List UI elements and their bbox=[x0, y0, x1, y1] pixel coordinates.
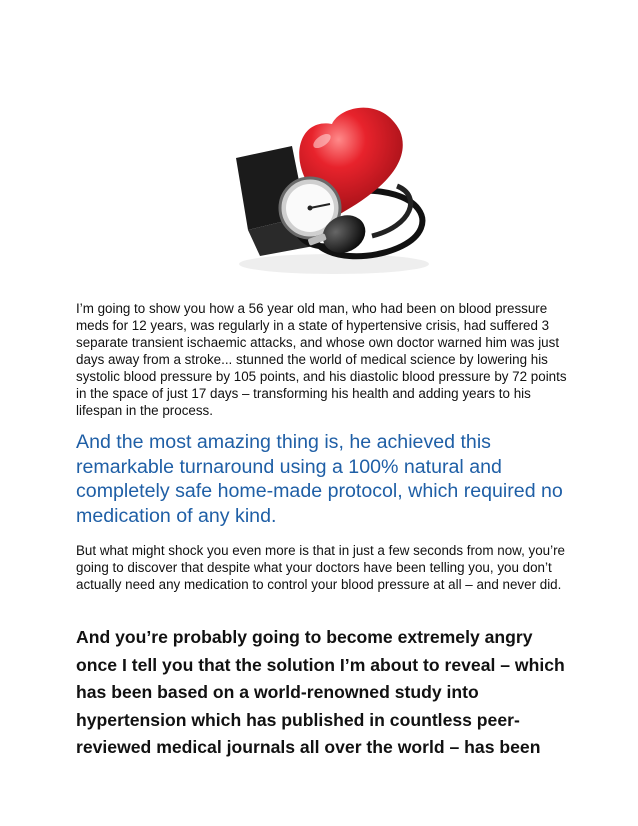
highlight-paragraph: And the most amazing thing is, he achieved this remarkable turnaround using a 100% natural and completely safe home-made protocol, which required no medication of any kind. bbox=[76, 431, 563, 527]
intro-paragraph: I’m going to show you how a 56 year old man, who had been on blood pressure meds for 12 years, was regularly in a state of hypertensive crisis, had suffered 3 separate transient ischaemic attacks, and whose own doctor warned him was just days away from a stroke... stunned the world of medical science by lowering his systolic blood pressure by 105 points, and his diastolic blood pressure by 72 points in the space of just 17 days – transforming his health and adding years to his lifespan in the process. bbox=[76, 301, 567, 418]
bold-paragraph: And you’re probably going to become extremely angry once I tell you that the solution I’m about to reveal – which has been based on a world-renowned study into hypertension which has published in countless peer-reviewed medical journals all over the world – has been bbox=[76, 627, 565, 757]
heart-and-blood-pressure-cuff-icon bbox=[222, 96, 442, 286]
shock-paragraph: But what might shock you even more is that in just a few seconds from now, you’re going to discover that despite what your doctors have been telling you, you don’t actually need any medication to control your blood pressure at all – and never did. bbox=[76, 543, 565, 592]
